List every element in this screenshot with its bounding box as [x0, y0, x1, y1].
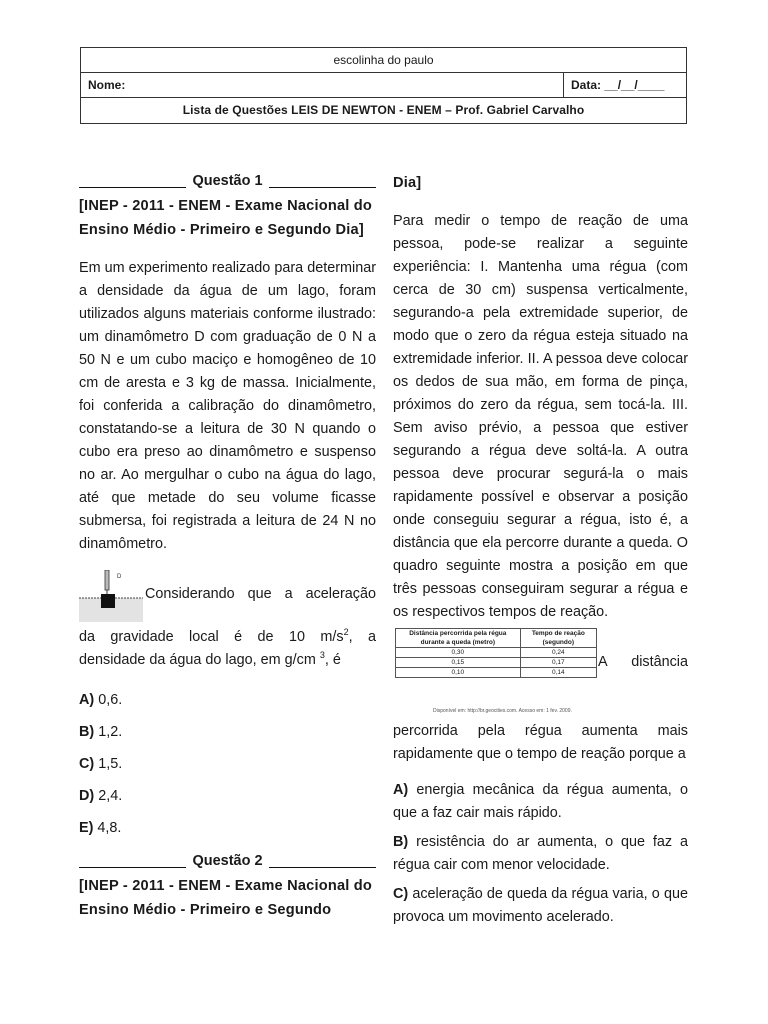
- option-letter: B): [79, 724, 95, 740]
- option-c: [393, 883, 688, 929]
- table-cell: 0,24: [520, 648, 596, 658]
- right-column: [393, 170, 688, 929]
- table-row: [396, 648, 597, 658]
- option-c: [79, 753, 376, 776]
- table-cell: 0,15: [396, 658, 521, 668]
- question-2-header: [79, 850, 376, 873]
- left-column: [79, 170, 376, 922]
- header-rule: [79, 176, 186, 188]
- table-cell: 0,10: [396, 668, 521, 678]
- question-1-continuation: Considerando que a aceleração: [145, 586, 376, 602]
- question-2-source-end: Dia]: [393, 175, 422, 191]
- table-cell: 0,30: [396, 648, 521, 658]
- table-caption: Disponível em: http://br.geocities.com. Acesso em: 1 fev. 2009.: [433, 708, 572, 714]
- dynamometer-figure: [79, 570, 143, 622]
- question-2-options: [393, 779, 688, 929]
- option-text: 4,8.: [97, 820, 122, 836]
- question-1-source: [INEP - 2011 - ENEM - Exame Nacional do Ensino Médio - Primeiro e Segundo Dia]: [79, 198, 373, 238]
- option-text: 2,4.: [98, 788, 123, 804]
- question-1-options: [79, 689, 376, 840]
- table-header-distance: Distância percorrida pela régua durante a queda (metro): [396, 629, 521, 648]
- table-row: [396, 668, 597, 678]
- text-fragment: , a: [348, 629, 377, 645]
- option-b: [79, 721, 376, 744]
- question-2-source: [INEP - 2011 - ENEM - Exame Nacional do Ensino Médio - Primeiro e Segundo: [79, 878, 373, 918]
- reaction-table-row: [393, 628, 688, 716]
- option-letter: A): [393, 782, 409, 798]
- option-letter: B): [393, 834, 409, 850]
- school-name: escolinha do paulo: [81, 48, 686, 73]
- option-text: 1,2.: [98, 724, 123, 740]
- option-letter: D): [79, 788, 95, 804]
- question-1-label: Questão 1: [192, 173, 263, 189]
- table-cell: 0,17: [520, 658, 596, 668]
- option-a: [393, 779, 688, 825]
- option-a: [79, 689, 376, 712]
- reaction-time-table: [395, 628, 597, 678]
- option-letter: C): [393, 886, 409, 902]
- option-text: energia mecânica da régua aumenta, o que a faz cair mais rápido.: [393, 782, 688, 821]
- question-1-header: [79, 170, 376, 193]
- header-rule: [269, 856, 376, 868]
- text-fragment: da gravidade local é de 10 m/s: [79, 629, 344, 645]
- table-row: [396, 658, 597, 668]
- table-header-row: [396, 629, 597, 648]
- text-fragment: densidade da água do lago, em g/cm: [79, 652, 316, 668]
- table-cell: 0,14: [520, 668, 596, 678]
- row-divider: [563, 73, 564, 98]
- option-text: 0,6.: [98, 692, 123, 708]
- question-2-body: Para medir o tempo de reação de uma pessoa, pode-se realizar a seguinte experiência: I. Mantenha uma régua (com cerca de 30 cm) suspensa verticalmente, segurando-a pela extremidade superior, de modo que o zero da régua esteja situado na extremidade inferior. II. A pessoa deve colocar os dedos de sua mão, em forma de pinça, próximos do zero da régua, sem tocá-la. III. Sem aviso prévio, a pessoa que estiver segurando a régua deve soltá-la. A outra pessoa deve procurar segurá-la o mais rapidamente possível e observar a posição onde conseguiu segurar a régua, isto é, a distância que ela percorre durante a queda. O quadro seguinte mostra a posição em que três pessoas conseguiram segurar a régua e os respectivos tempos de reação.: [393, 213, 688, 620]
- text-fragment: , é: [324, 652, 341, 668]
- question-2-continuation: A distância: [598, 654, 688, 670]
- header-rule: [269, 176, 376, 188]
- question-1-figure-row: [79, 570, 376, 622]
- superscript: 3: [319, 650, 325, 661]
- option-text: 1,5.: [98, 756, 123, 772]
- question-2-stem-end: percorrida pela régua aumenta mais rapidamente que o tempo de reação porque a: [393, 723, 688, 762]
- question-1-line-density: [79, 649, 376, 672]
- superscript: 2: [343, 627, 349, 638]
- data-label: Data: __/__/____: [571, 78, 665, 92]
- option-letter: C): [79, 756, 95, 772]
- option-letter: A): [79, 692, 95, 708]
- option-b: [393, 831, 688, 877]
- option-text: resistência do ar aumenta, o que faz a régua cair com menor velocidade.: [393, 834, 689, 873]
- option-letter: E): [79, 820, 94, 836]
- header-rule: [79, 856, 186, 868]
- nome-label: Nome:: [88, 78, 126, 92]
- option-d: [79, 785, 376, 808]
- question-1-body: Em um experimento realizado para determinar a densidade da água de um lago, foram utilizados alguns materiais conforme ilustrado: um dinamômetro D com graduação de 0 N a 50 N e um cubo maciço e homogêneo de 10 cm de aresta e 3 kg de massa. Inicialmente, foi conferida a calibração do dinamômetro, constatando-se a leitura de 30 N quando o cubo era preso ao dinamômetro e suspenso no ar. Ao mergulhar o cubo na água do lago, até que metade do seu volume ficasse submersa, foi registrada a leitura de 24 N no dinamômetro.: [79, 260, 376, 552]
- option-text: aceleração de queda da régua varia, o que provoca um movimento acelerado.: [393, 886, 688, 925]
- option-e: [79, 817, 376, 840]
- question-2-label: Questão 2: [192, 853, 263, 869]
- figure-label-d: D: [117, 574, 122, 580]
- question-1-line-gravity: [79, 626, 376, 649]
- header-box: [80, 47, 687, 124]
- table-header-time: Tempo de reação (segundo): [520, 629, 596, 648]
- list-title: Lista de Questões LEIS DE NEWTON - ENEM – Prof. Gabriel Carvalho: [182, 103, 585, 117]
- name-date-row: [81, 73, 686, 98]
